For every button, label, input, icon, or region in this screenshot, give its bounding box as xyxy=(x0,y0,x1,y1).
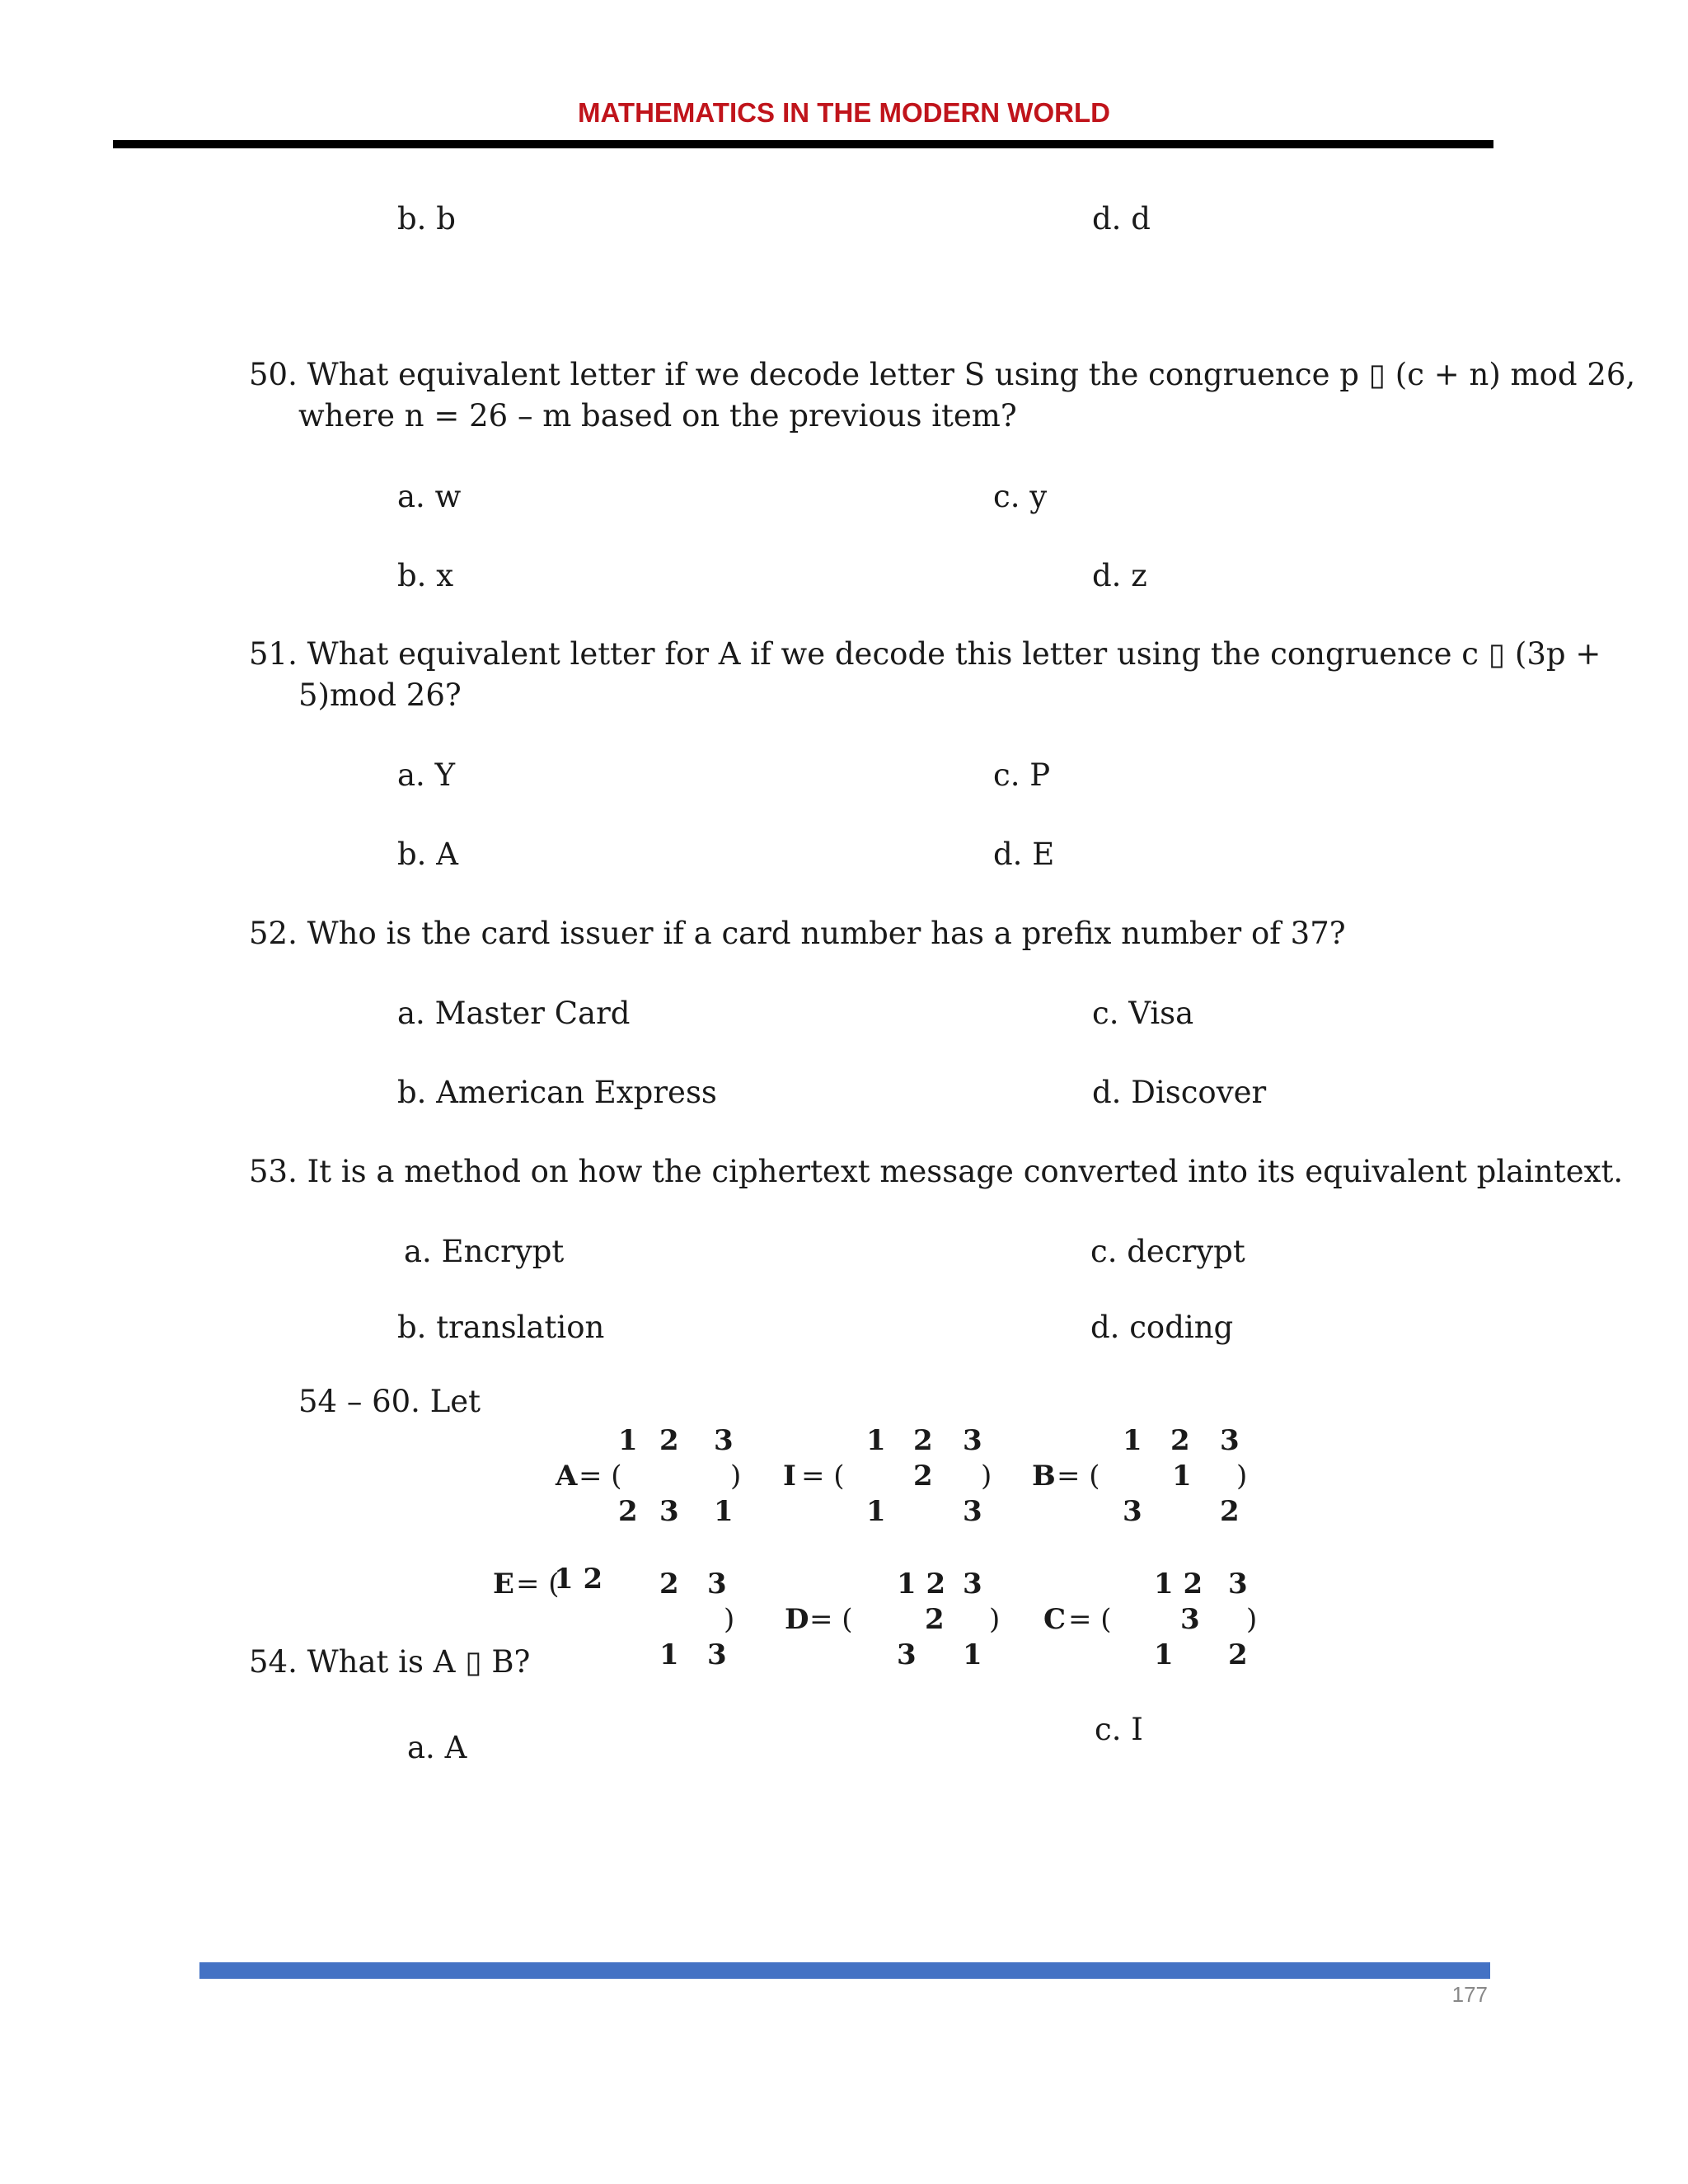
question-50-option-a: a. w xyxy=(397,479,462,514)
question-53-option-c: c. decrypt xyxy=(1090,1234,1245,1269)
matrix-i-open-paren: = ( xyxy=(801,1460,845,1493)
matrix-e-entry: 2 xyxy=(659,1568,679,1601)
matrix-d-entry: 1 xyxy=(963,1638,982,1671)
matrix-d-entry: 3 xyxy=(963,1568,982,1601)
matrices-intro: 54 – 60. Let xyxy=(298,1384,481,1419)
matrix-e-entry: 3 xyxy=(707,1568,727,1601)
question-50-option-c: c. y xyxy=(993,479,1048,514)
question-53-option-b: b. translation xyxy=(397,1310,605,1345)
footer-rule xyxy=(199,1962,1490,1979)
matrix-d-close-paren: ) xyxy=(989,1603,1001,1636)
matrix-i-entry: 3 xyxy=(963,1424,982,1457)
matrix-i-entry: 2 xyxy=(913,1460,933,1493)
matrix-b-entry: 1 xyxy=(1123,1424,1142,1457)
matrix-b-close-paren: ) xyxy=(1236,1460,1248,1493)
matrix-a-close-paren: ) xyxy=(730,1460,742,1493)
matrix-c-entry: 1 2 xyxy=(1154,1568,1203,1601)
question-51-option-c: c. P xyxy=(993,757,1051,793)
matrix-a-entry: 2 xyxy=(659,1424,679,1457)
matrix-e-name: E xyxy=(493,1568,514,1601)
prev-option-b: b. b xyxy=(397,201,456,237)
matrix-a-entry: 2 xyxy=(618,1495,638,1528)
matrix-c-open-paren: = ( xyxy=(1068,1603,1112,1636)
question-50-option-b: b. x xyxy=(397,558,454,593)
question-52-option-b: b. American Express xyxy=(397,1075,717,1110)
matrix-b-entry: 2 xyxy=(1220,1495,1240,1528)
matrix-e-close-paren: ) xyxy=(724,1603,735,1636)
matrix-a-entry: 3 xyxy=(714,1424,734,1457)
matrix-i-close-paren: ) xyxy=(981,1460,992,1493)
prev-option-d: d. d xyxy=(1092,201,1151,237)
header-rule xyxy=(113,140,1493,148)
matrix-c-close-paren: ) xyxy=(1246,1603,1258,1636)
matrix-b-entry: 2 xyxy=(1170,1424,1190,1457)
matrix-b-entry: 1 xyxy=(1172,1460,1192,1493)
matrix-e-entry: 1 xyxy=(659,1638,679,1671)
matrix-a-entry: 1 xyxy=(714,1495,734,1528)
matrix-i-entry: 1 xyxy=(866,1424,886,1457)
matrix-i-entry: 3 xyxy=(963,1495,982,1528)
matrix-c-entry: 3 xyxy=(1228,1568,1248,1601)
question-54-option-a: a. A xyxy=(407,1730,467,1765)
question-50-line1: 50. What equivalent letter if we decode letter S using the congruence p ▯ (c + n) mod 26, xyxy=(249,357,1636,392)
matrix-d-open-paren: = ( xyxy=(809,1603,853,1636)
matrix-i-name: I xyxy=(783,1460,796,1493)
matrix-b-name: B xyxy=(1032,1460,1056,1493)
question-51-line2: 5)mod 26? xyxy=(298,677,462,713)
matrix-d-entry: 1 2 xyxy=(897,1568,946,1601)
matrix-i-entry: 2 xyxy=(913,1424,933,1457)
question-53-option-d: d. coding xyxy=(1090,1310,1234,1345)
question-51-line1: 51. What equivalent letter for A if we decode this letter using the congruence c ▯ (3p + xyxy=(249,636,1601,672)
question-51-option-a: a. Y xyxy=(397,757,456,793)
question-52-option-c: c. Visa xyxy=(1092,996,1194,1031)
matrix-a-entry: 1 xyxy=(618,1424,638,1457)
page-number: 177 xyxy=(1451,1982,1488,2007)
page-header-title: MATHEMATICS IN THE MODERN WORLD xyxy=(578,97,1110,128)
question-52-option-a: a. Master Card xyxy=(397,996,631,1031)
question-53-text: 53. It is a method on how the ciphertext message converted into its equivalent plaintext. xyxy=(249,1154,1624,1189)
matrix-c-entry: 3 xyxy=(1180,1603,1200,1636)
matrix-a-entry: 3 xyxy=(659,1495,679,1528)
matrix-b-entry: 3 xyxy=(1123,1495,1142,1528)
matrix-c-entry: 2 xyxy=(1228,1638,1248,1671)
matrix-e-open-paren: = ( xyxy=(516,1568,560,1601)
question-52-text: 52. Who is the card issuer if a card number has a prefix number of 37? xyxy=(249,916,1346,951)
matrix-e-entry: 3 xyxy=(707,1638,727,1671)
matrix-a-name: A xyxy=(556,1460,578,1493)
matrix-c-name: C xyxy=(1043,1603,1067,1636)
question-50-option-d: d. z xyxy=(1092,558,1147,593)
matrix-b-entry: 3 xyxy=(1220,1424,1240,1457)
question-53-option-a: a. Encrypt xyxy=(404,1234,565,1269)
matrix-d-entry: 3 xyxy=(897,1638,917,1671)
matrix-b-open-paren: = ( xyxy=(1057,1460,1100,1493)
question-54-text: 54. What is A ▯ B? xyxy=(249,1644,531,1680)
matrix-a-open-paren: = ( xyxy=(579,1460,622,1493)
question-54-option-c: c. I xyxy=(1095,1712,1143,1747)
matrix-c-entry: 1 xyxy=(1154,1638,1174,1671)
question-51-option-d: d. E xyxy=(993,837,1055,872)
question-51-option-b: b. A xyxy=(397,837,458,872)
question-50-line2: where n = 26 – m based on the previous item? xyxy=(298,398,1017,434)
matrix-e-entry: 1 2 xyxy=(554,1563,603,1596)
matrix-i-entry: 1 xyxy=(866,1495,886,1528)
matrix-d-name: D xyxy=(785,1603,809,1636)
question-52-option-d: d. Discover xyxy=(1092,1075,1267,1110)
matrix-d-entry: 2 xyxy=(925,1603,945,1636)
